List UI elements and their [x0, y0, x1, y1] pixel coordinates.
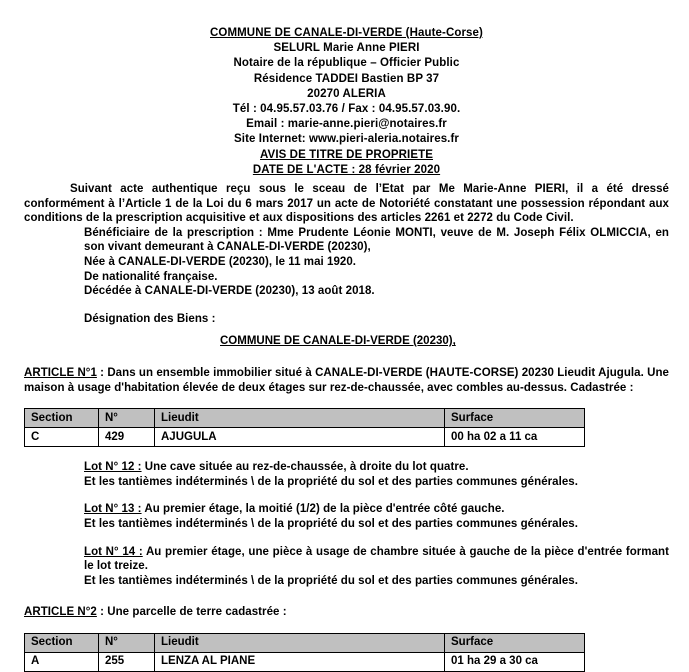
lot-block-12 — [24, 460, 669, 489]
lot-12-label: Lot N° 12 : — [84, 461, 142, 474]
lot-14-description: Au premier étage, une pièce à usage de chambre située à gauche de la pièce d'entrée formant le lot treize. — [84, 545, 669, 573]
cell-section: A — [25, 652, 99, 671]
document-header — [24, 26, 669, 178]
column-header-lieudit: Lieudit — [155, 633, 445, 652]
header-line-city: 20270 ALERIA — [307, 87, 386, 100]
header-line-selurl: SELURL Marie Anne PIERI — [273, 42, 420, 55]
lot-13-label: Lot N° 13 : — [84, 503, 142, 516]
article-2-heading: ARTICLE N°2 — [24, 606, 97, 619]
cell-number: 255 — [99, 652, 155, 671]
cadastral-table-1 — [24, 408, 585, 447]
cell-section: C — [25, 428, 99, 447]
header-line-commune: COMMUNE DE CANALE-DI-VERDE (Haute-Corse) — [210, 27, 483, 39]
article-1-paragraph — [24, 366, 669, 395]
lot-13-note: Et les tantièmes indéterminés \ de la propriété du sol et des parties communes générales. — [84, 517, 579, 530]
lot-12-line — [84, 460, 669, 475]
lot-12-note: Et les tantièmes indéterminés \ de la propriété du sol et des parties communes générales. — [84, 475, 579, 488]
article-1-heading: ARTICLE N°1 — [24, 366, 97, 379]
spacer — [24, 299, 669, 312]
cell-surface: 01 ha 29 a 30 ca — [445, 652, 585, 671]
lot-block-13 — [24, 502, 669, 531]
spacer — [24, 588, 669, 605]
lot-block-14 — [24, 545, 669, 589]
lot-14-label: Lot N° 14 : — [84, 545, 143, 558]
article-2-text: : Une parcelle de terre cadastrée : — [96, 606, 287, 619]
spacer — [24, 620, 669, 633]
lot-13-description: Au premier étage, la moitié (1/2) de la pièce d'entrée côté gauche. — [141, 503, 505, 516]
table-header-row — [25, 633, 585, 652]
cell-surface: 00 ha 02 a 11 ca — [445, 428, 585, 447]
spacer — [24, 489, 669, 502]
designation-commune: COMMUNE DE CANALE-DI-VERDE (20230), — [220, 335, 456, 348]
header-line-residence: Résidence TADDEI Bastien BP 37 — [253, 72, 440, 85]
beneficiary-line-1: Bénéficiaire de la prescription : Mme Prudente Léonie MONTI, veuve de M. Joseph Félix OLMICCIA, en son vivant demeurant à CANALE-DI-VERDE (20230), — [84, 226, 669, 254]
table-header-row — [25, 409, 585, 428]
beneficiary-line-2: Née à CANALE-DI-VERDE (20230), le 11 mai 1920. — [84, 256, 357, 268]
article-1-text: : Dans un ensemble immobilier situé à CANALE-DI-VERDE (HAUTE-CORSE) 20230 Lieudit Ajugula. Une maison à usage d'habitation élevée de deux étages sur rez-de-chaussée, avec combles au-dessus. Cadastrée : — [24, 366, 669, 394]
cell-lieudit: AJUGULA — [155, 428, 445, 447]
beneficiary-line-4: Décédée à CANALE-DI-VERDE (20230), 13 août 2018. — [84, 285, 375, 298]
column-header-section: Section — [25, 409, 99, 428]
spacer — [24, 532, 669, 545]
spacer — [24, 447, 669, 460]
column-header-number: N° — [99, 633, 155, 652]
table-row — [25, 652, 585, 671]
lot-14-line — [84, 545, 669, 574]
column-header-section: Section — [25, 633, 99, 652]
document-title: AVIS DE TITRE DE PROPRIETE — [260, 148, 433, 161]
header-line-email: Email : marie-anne.pieri@notaires.fr — [246, 118, 447, 131]
column-header-lieudit: Lieudit — [155, 409, 445, 428]
lot-13-line — [84, 502, 669, 517]
header-line-notaire: Notaire de la république – Officier Public — [233, 57, 460, 70]
lot-12-description: Une cave située au rez-de-chaussée, à droite du lot quatre. — [141, 461, 469, 474]
beneficiary-line-3: De nationalité française. — [84, 270, 218, 283]
column-header-number: N° — [99, 409, 155, 428]
cadastral-table-2 — [24, 633, 585, 672]
spacer — [24, 326, 669, 334]
table-row — [25, 428, 585, 447]
cell-number: 429 — [99, 428, 155, 447]
beneficiary-block — [24, 226, 669, 299]
lot-14-note: Et les tantièmes indéterminés \ de la propriété du sol et des parties communes générales. — [84, 574, 579, 587]
column-header-surface: Surface — [445, 409, 585, 428]
designation-label: Désignation des Biens : — [84, 312, 216, 325]
cell-lieudit: LENZA AL PIANE — [155, 652, 445, 671]
intro-paragraph: Suivant acte authentique reçu sous le sceau de l’Etat par Me Marie-Anne PIERI, il a été dressé conformément à l’Article 1 de la Loi du 6 mars 2017 un acte de Notoriété constatant une possession répondant aux conditions de la prescription acquisitive et aux dispositions des articles 2261 et 2272 du Code Civil. — [24, 183, 669, 225]
header-line-phone-fax: Tél : 04.95.57.03.76 / Fax : 04.95.57.03.90. — [232, 103, 461, 116]
spacer — [24, 349, 669, 366]
document-date: DATE DE L'ACTE : 28 février 2020 — [252, 163, 441, 176]
column-header-surface: Surface — [445, 633, 585, 652]
header-line-website: Site Internet: www.pieri-aleria.notaires.fr — [234, 133, 459, 146]
spacer — [24, 395, 669, 408]
